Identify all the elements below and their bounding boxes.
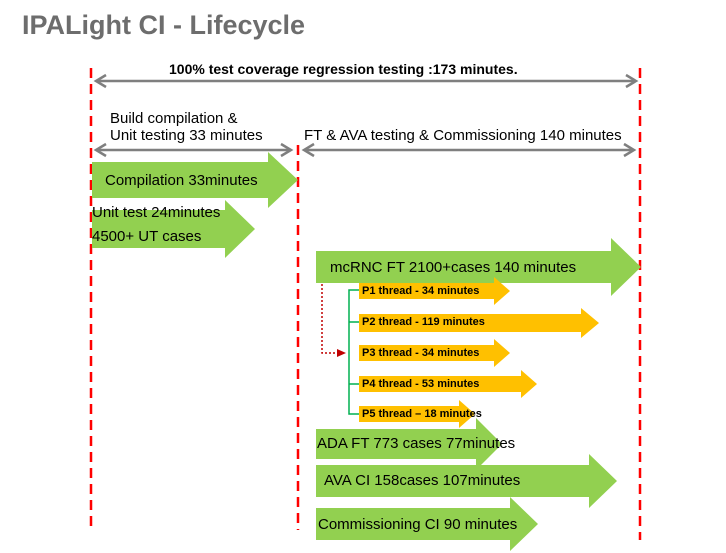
p5-thread-label: P5 thread – 18 minutes — [362, 408, 482, 420]
unit-test-label-line1: Unit test 24minutes — [92, 204, 221, 221]
unit-test-label-line2: 4500+ UT cases — [92, 228, 202, 245]
page-title: IPALight CI - Lifecycle — [22, 10, 306, 40]
build-label-line2: Unit testing 33 minutes — [110, 127, 263, 144]
compilation-label: Compilation 33minutes — [105, 172, 258, 189]
p1-thread-label: P1 thread - 34 minutes — [362, 285, 480, 297]
commissioning-label: Commissioning CI 90 minutes — [318, 516, 518, 533]
coverage-label: 100% test coverage regression testing :173 minutes. — [169, 61, 518, 77]
thread-bracket — [349, 290, 359, 414]
build-label-line1: Build compilation & — [110, 110, 238, 127]
ada-label: ADA FT 773 cases 77minutes — [317, 435, 516, 452]
build-double-arrow — [96, 144, 291, 156]
ava-label: AVA CI 158cases 107minutes — [324, 472, 521, 489]
p4-thread-label: P4 thread - 53 minutes — [362, 378, 480, 390]
p2-thread-label: P2 thread - 119 minutes — [362, 316, 485, 328]
mcrnc-label: mcRNC FT 2100+cases 140 minutes — [330, 259, 577, 276]
ft-double-arrow — [304, 144, 634, 156]
p3-thread-label: P3 thread - 34 minutes — [362, 347, 480, 359]
mcrnc-to-threads-connector — [322, 284, 346, 357]
ft-label: FT & AVA testing & Commissioning 140 minutes — [304, 127, 622, 144]
